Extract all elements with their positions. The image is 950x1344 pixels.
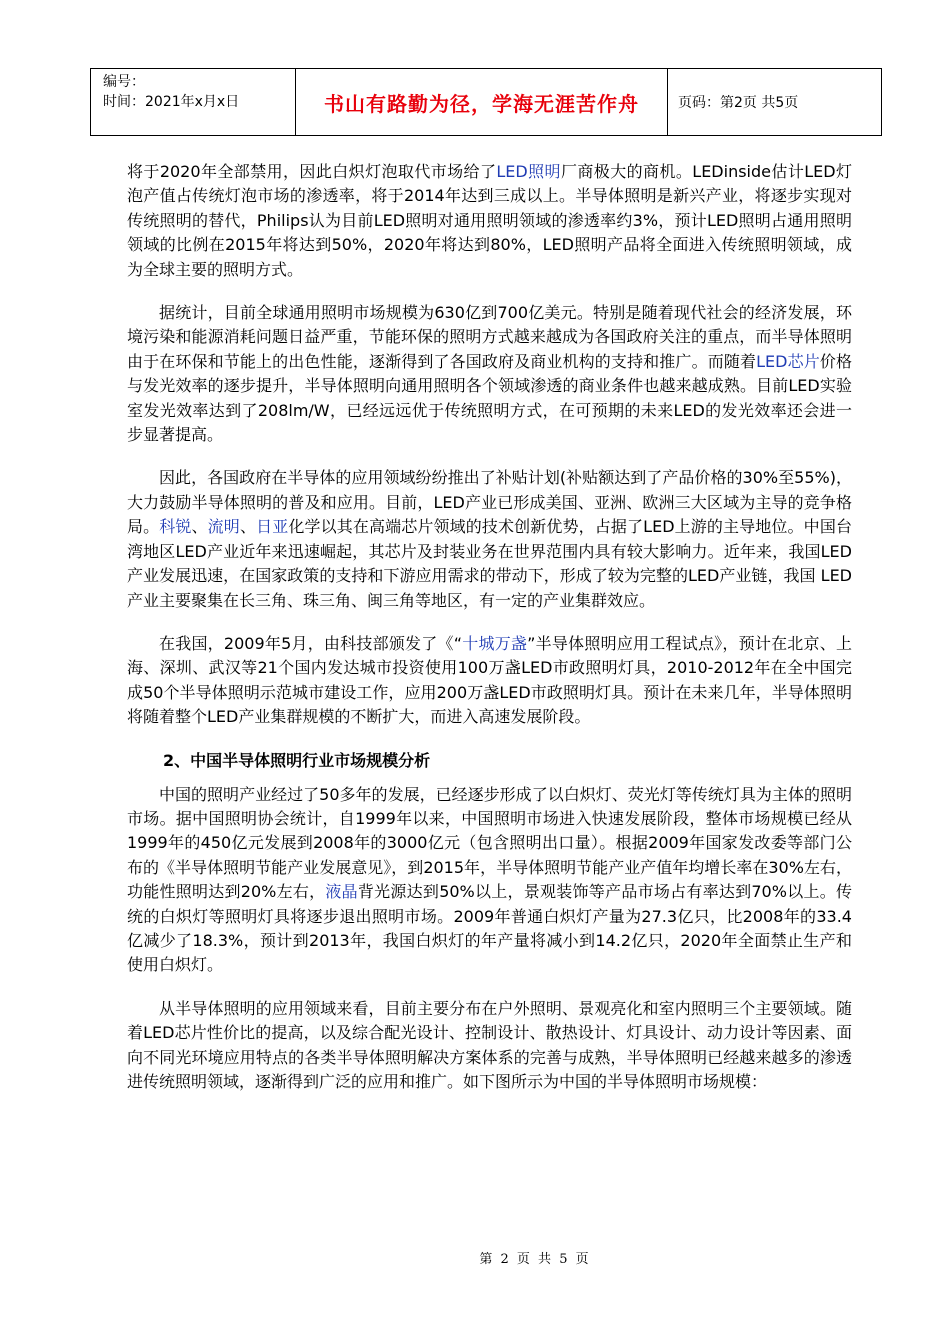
paragraph-1: 将于2020年全部禁用，因此白炽灯泡取代市场给了LED照明厂商极大的商机。LEDinside估计LED灯泡产值占传统灯泡市场的渗透率，将于2014年达到三成以上。半导体照明是新兴产业，将逐步实现对传统照明的替代，Philips认为目前LED照明对通用照明领域的渗透率约3%，预计LED照明占通用照明领域的比例在2015年将达到50%，2020年将达到80%，LED照明产品将全面进入传统照明领域，成为全球主要的照明方式。 <box>127 162 852 279</box>
paragraph-4: 在我国，2009年5月，由科技部颁发了《“十城万盏”半导体照明应用工程试点》，预计在北京、上海、深圳、武汉等21个国内发达城市投资使用100万盏LED市政照明灯具，2010-2012年在全中国完成50个半导体照明示范城市建设工作，应用200万盏LED市政照明灯具。预计在未来几年，半导体照明将随着整个LED产业集群规模的不断扩大，而进入高速发展阶段。 <box>127 633 852 727</box>
header-time-label: 时间：2021年x月x日 <box>103 94 240 110</box>
paragraph-5: 中国的照明产业经过了50多年的发展，已经逐步形成了以白炽灯、荧光灯等传统灯具为主体的照明市场。据中国照明协会统计，自1999年以来，中国照明市场进入快速发展阶段，整体市场规模已经从1999年的450亿元发展到2008年的3000亿元（包含照明出口量）。根据2009年国家发改委等部门公布的《半导体照明节能产业发展意见》，到2015年，半导体照明节能产业产值年均增长率在30%左右，功能性照明达到20%左右，液晶背光源达到50%以上，景观装饰等产品市场占有率达到70%以上。传统的白炽灯等照明灯具将逐步退出照明市场。2009年普通白炽灯产量为27.3亿只，比2008年的33.4亿减少了18.3%，预计到2013年，我国白炽灯的年产量将减小到14.2亿只，2020年全面禁止生产和使用白炽灯。 <box>127 784 852 975</box>
link-ten-cities[interactable]: 十城万盏 <box>462 633 528 653</box>
header-meta <box>91 69 296 135</box>
header-number-label: 编号： <box>103 74 145 90</box>
link-led-lighting[interactable]: LED照明 <box>496 162 561 181</box>
page-header <box>90 68 882 136</box>
header-page-label: 页码：第2页 共5页 <box>678 95 799 111</box>
document-body <box>127 160 852 1113</box>
paragraph-3: 因此，各国政府在半导体的应用领域纷纷推出了补贴计划(补贴额达到了产品价格的30%至55%)，大力鼓励半导体照明的普及和应用。目前，LED产业已形成美国、亚洲、欧洲三大区域为主导的竞争格局。科锐、流明、日亚化学以其在高端芯片领域的技术创新优势，占据了LED上游的主导地位。中国台湾地区LED产业近年来迅速崛起，其芯片及封装业务在世界范围内具有较大影响力。近年来，我国LED产业发展迅速，在国家政策的支持和下游应用需求的带动下，形成了较为完整的LED产业链，我国 LED产业主要聚集在长三角、珠三角、闽三角等地区，有一定的产业集群效应。 <box>127 468 852 610</box>
header-motto: 书山有路勤为径，学海无涯苦作舟 <box>296 69 668 135</box>
link-lumileds[interactable]: 流明 <box>207 517 240 537</box>
section-heading: 2、中国半导体照明行业市场规模分析 <box>163 750 431 770</box>
link-nichia[interactable]: 日亚 <box>256 517 289 537</box>
paragraph-6: 从半导体照明的应用领域来看，目前主要分布在户外照明、景观亮化和室内照明三个主要领域。随着LED芯片性价比的提高，以及综合配光设计、控制设计、散热设计、灯具设计、动力设计等因素、面向不同光环境应用特点的各类半导体照明解决方案体系的完善与成熟，半导体照明已经越来越多的渗透进传统照明领域，逐渐得到广泛的应用和推广。如下图所示为中国的半导体照明市场规模： <box>127 998 852 1091</box>
page-footer: 第 2 页 共 5 页 <box>479 1252 591 1267</box>
link-led-chip[interactable]: LED芯片 <box>756 351 820 371</box>
paragraph-2: 据统计，目前全球通用照明市场规模为630亿到700亿美元。特别是随着现代社会的经济发展，环境污染和能源消耗问题日益严重，节能环保的照明方式越来越成为各国政府关注的重点，而半导体照明由于在环保和节能上的出色性能，逐渐得到了各国政府及商业机构的支持和推广。而随着LED芯片价格与发光效率的逐步提升，半导体照明向通用照明各个领域渗透的商业条件也越来越成熟。目前LED实验室发光效率达到了208lm/W，已经远远优于传统照明方式，在可预期的未来LED的发光效率还会进一步显著提高。 <box>127 303 852 445</box>
link-cree[interactable]: 科锐 <box>159 517 192 537</box>
link-lcd[interactable]: 液晶 <box>325 882 358 902</box>
